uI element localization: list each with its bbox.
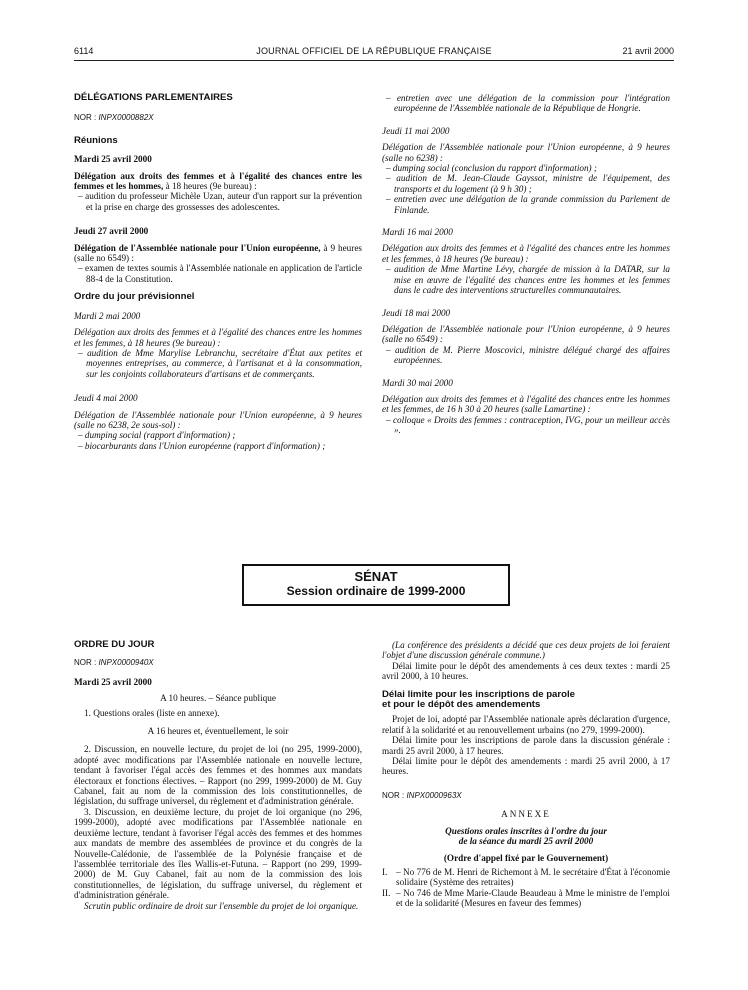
sitting-heading: A 10 heures. – Séance publique xyxy=(160,693,276,704)
agenda-item: – audition de Mme Martine Lévy, chargée de mission à la DATAR, sur la mise en œuvre de l'égalité des chances entre les hommes et les femmes dans le cadre des interventions structurelles communautaires. xyxy=(386,264,670,296)
day-heading: Jeudi 27 avril 2000 xyxy=(74,226,149,237)
agenda-item: – colloque « Droits des femmes : contraception, IVG, pour un meilleur accès ». xyxy=(386,414,670,436)
delegation-line: Délégation aux droits des femmes et à l'égalité des chances entre les hommes et les femmes, à 18 heures (9e bureau) : xyxy=(382,243,670,264)
day-heading: Mardi 2 mai 2000 xyxy=(74,310,141,321)
agenda-item: – biocarburants dans l'Union européenne (rapport d'information) ; xyxy=(78,440,326,451)
day-heading: Jeudi 4 mai 2000 xyxy=(74,393,138,404)
agenda-item: 3. Discussion, en deuxième lecture, du projet de loi organique (no 296, 1999-2000), adopté avec modifications par l'Assemblée nationale en deuxième lecture, tendant à favoriser l'égal accès des femmes et des hommes aux mandats de membre des assemblées de province et du congrès de la Nouvelle-Calédonie, de l'assemblée de la Polynésie française et de l'assemblée territoriale des îles Wallis-et-Futuna. – Rapport (no 299, 1999-2000) de M. Guy Cabanel, fait au nom de la commission des lois constitutionnelles, de législation, du suffrage universel, du règlement et d'administration générale. xyxy=(74,806,362,901)
day-heading: Jeudi 18 mai 2000 xyxy=(382,307,451,318)
agenda-item: – entretien avec une délégation de la grande commission du Parlement de Finlande. xyxy=(386,194,670,215)
nor-reference: NOR : INPX0000940X xyxy=(74,658,154,668)
section-title: DÉLÉGATIONS PARLEMENTAIRES xyxy=(74,92,233,103)
header-rule xyxy=(74,60,674,61)
ordre-du-jour-title: ORDRE DU JOUR xyxy=(74,639,155,650)
day-heading: Mardi 25 avril 2000 xyxy=(74,676,152,687)
agenda-item: – entretien avec une délégation de la commission pour l'intégration européenne de l'Assemblée nationale de la République de Hongrie. xyxy=(386,93,670,114)
page-header xyxy=(74,46,674,58)
conference-note: (La conférence des présidents a décidé que ces deux projets de loi feraient l'objet d'une discussion générale commune.) xyxy=(382,640,670,661)
day-heading: Mardi 25 avril 2000 xyxy=(74,154,152,165)
annexe-title: ANNEXE xyxy=(501,809,551,820)
deadline-speaking: Délai limite pour les inscriptions de parole dans la discussion générale : mardi 25 avril 2000, à 17 heures. xyxy=(382,735,670,756)
day-heading: Mardi 30 mai 2000 xyxy=(382,377,453,388)
agenda-item: – audition de Mme Marylise Lebranchu, secrétaire d'État aux petites et moyennes entreprises, au commerce, à l'artisanat et à la consommation, sur les conjoints collaborateurs d'artisans et de commerçants. xyxy=(78,347,362,379)
sitting-heading: A 16 heures et, éventuellement, le soir xyxy=(147,726,289,737)
odj-title: Ordre du jour prévisionnel xyxy=(74,291,195,303)
agenda-item: – audition de M. Pierre Moscovici, ministre délégué chargé des affaires européennes. xyxy=(386,344,670,366)
senat-heading-box xyxy=(242,564,510,606)
delegation-line: Délégation de l'Assemblée nationale pour l'Union européenne, à 9 heures (salle no 6238, 2e sous-sol) : xyxy=(74,409,362,430)
deadline-title: Délai limite pour les inscriptions de parole xyxy=(382,688,575,700)
page-number: 6114 xyxy=(74,46,94,56)
agenda-item: – audition du professeur Michèle Uzan, auteur d'un rapport sur la prévention et la prise en charge des grossesses des adolescentes. xyxy=(78,191,362,212)
delegation-line: Délégation aux droits des femmes et à l'égalité des chances entre les femmes et les hommes, à 18 heures (9e bureau) : xyxy=(74,170,362,192)
senat-right-column xyxy=(382,640,670,909)
issue-date: 21 avril 2000 xyxy=(622,46,674,56)
agenda-item: 1. Questions orales (liste en annexe). xyxy=(84,707,220,718)
delegations-right-column xyxy=(382,93,670,436)
deadline-title: et pour le dépôt des amendements xyxy=(382,699,541,711)
agenda-item: – examen de textes soumis à l'Assemblée nationale en application de l'article 88-4 de la Constitution. xyxy=(78,263,362,284)
question-item: I. – No 776 de M. Henri de Richemont à M. le secrétaire d'État à l'économie solidaire (Système des retraites) xyxy=(382,866,670,888)
nor-reference: NOR : INPX0000963X xyxy=(382,790,462,800)
questions-title: Questions orales inscrites à l'ordre du jour xyxy=(445,825,607,836)
call-order-note: (Ordre d'appel fixé par le Gouvernement) xyxy=(443,852,609,863)
day-heading: Mardi 16 mai 2000 xyxy=(382,227,453,238)
agenda-item: – dumping social (rapport d'information) ; xyxy=(78,430,236,441)
delegation-line: Délégation de l'Assemblée nationale pour l'Union européenne, à 9 heures (salle no 6549) : xyxy=(74,242,362,264)
scrutin-note: Scrutin public ordinaire de droit sur l'ensemble du projet de loi organique. xyxy=(84,900,359,911)
journal-title: JOURNAL OFFICIEL DE LA RÉPUBLIQUE FRANÇAISE xyxy=(256,46,492,56)
deadline-deposit: Délai limite pour le dépôt des amendements : mardi 25 avril 2000, à 17 heures. xyxy=(382,756,670,777)
delegations-left-column xyxy=(74,93,362,451)
deadline-amendments: Délai limite pour le dépôt des amendements à ces deux textes : mardi 25 avril 2000, à 10 heures. xyxy=(382,660,670,682)
day-heading: Jeudi 11 mai 2000 xyxy=(382,125,450,136)
delegation-line: Délégation aux droits des femmes et à l'égalité des chances entre les hommes et les femmes, de 16 h 30 à 20 heures (salle Lamartine) : xyxy=(382,393,670,415)
nor-reference: NOR : INPX0000882X xyxy=(74,113,154,123)
reunions-title: Réunions xyxy=(74,134,118,146)
senat-title: SÉNAT xyxy=(354,569,398,584)
delegation-line: Délégation de l'Assemblée nationale pour l'Union européenne, à 9 heures (salle no 6238) : xyxy=(382,142,670,163)
agenda-item: – audition de M. Jean-Claude Gayssot, ministre de l'équipement, des transports et du logement (à 9 h 30) ; xyxy=(386,173,670,194)
question-item: II. – No 746 de Mme Marie-Claude Beaudeau à Mme le ministre de l'emploi et de la solidarité (Mesures en faveur des femmes) xyxy=(382,887,670,909)
agenda-item: – dumping social (conclusion du rapport d'information) ; xyxy=(386,163,597,174)
delegation-line: Délégation aux droits des femmes et à l'égalité des chances entre les hommes et les femmes, à 18 heures (9e bureau) : xyxy=(74,327,362,348)
senat-left-column xyxy=(74,640,362,911)
delegation-line: Délégation de l'Assemblée nationale pour l'Union européenne, à 9 heures (salle no 6549) : xyxy=(382,323,670,345)
questions-title: de la séance du mardi 25 avril 2000 xyxy=(458,836,594,847)
agenda-item: 2. Discussion, en nouvelle lecture, du projet de loi (no 295, 1999-2000), adopté avec modifications par l'Assemblée nationale en nouvelle lecture, tendant à favoriser l'égal accès des femmes et des hommes aux mandats électoraux et fonctions électives. – Rapport (no 299, 1999-2000) de M. Guy Cabanel, fait au nom de la commission des lois constitutionnelles, de législation, du suffrage universel, du règlement et d'administration générale. xyxy=(74,744,362,807)
senat-subtitle: Session ordinaire de 1999-2000 xyxy=(286,584,466,598)
bill-description: Projet de loi, adopté par l'Assemblée nationale après déclaration d'urgence, relatif à la solidarité et au renouvellement urbains (no 279, 1999-2000). xyxy=(382,714,670,735)
